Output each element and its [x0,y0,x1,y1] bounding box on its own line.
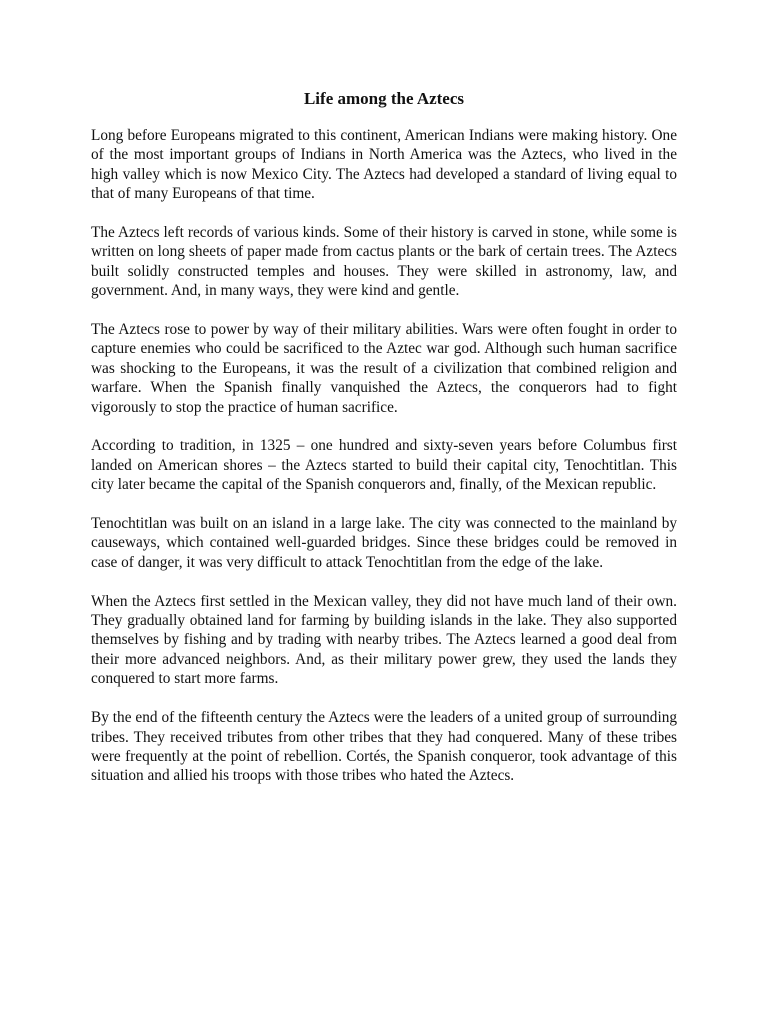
paragraph-3: The Aztecs rose to power by way of their military abilities. Wars were often fought in order to capture enemies who could be sacrificed to the Aztec war god. Although such human sacrifice was shocking to the Europeans, it was the result of a civilization that combined religion and warfare. When the Spanish finally vanquished the Aztecs, the conquerors had to fight vigorously to stop the practice of human sacrifice. [91,321,677,416]
paragraph-2: The Aztecs left records of various kinds. Some of their history is carved in stone, while some is written on long sheets of paper made from cactus plants or the bark of certain trees. The Aztecs built solidly constructed temples and houses. They were skilled in astronomy, law, and government. And, in many ways, they were kind and gentle. [91,224,677,300]
paragraph-7: By the end of the fifteenth century the Aztecs were the leaders of a united group of surrounding tribes. They received tributes from other tribes that they had conquered. Many of these tribes were frequently at the point of rebellion. Cortés, the Spanish conqueror, took advantage of this situation and allied his troops with those tribes who hated the Aztecs. [91,709,677,785]
paragraph-4: According to tradition, in 1325 – one hundred and sixty-seven years before Columbus first landed on American shores – the Aztecs started to build their capital city, Tenochtitlan. This city later became the capital of the Spanish conquerors and, finally, of the Mexican republic. [91,437,677,494]
paragraph-5: Tenochtitlan was built on an island in a large lake. The city was connected to the mainland by causeways, which contained well-guarded bridges. Since these bridges could be removed in case of danger, it was very difficult to attack Tenochtitlan from the edge of the lake. [91,515,677,571]
document-title: Life among the Aztecs [303,89,465,108]
paragraph-6: When the Aztecs first settled in the Mexican valley, they did not have much land of their own. They gradually obtained land for farming by building islands in the lake. They also supported themselves by fishing and by trading with nearby tribes. The Aztecs learned a good deal from their more advanced neighbors. And, as their military power grew, they used the lands they conquered to start more farms. [91,592,677,688]
paragraph-1: Long before Europeans migrated to this continent, American Indians were making history. One of the most important groups of Indians in North America was the Aztecs, who lived in the high valley which is now Mexico City. The Aztecs had developed a standard of living equal to that of many Europeans of that time. [91,127,677,203]
